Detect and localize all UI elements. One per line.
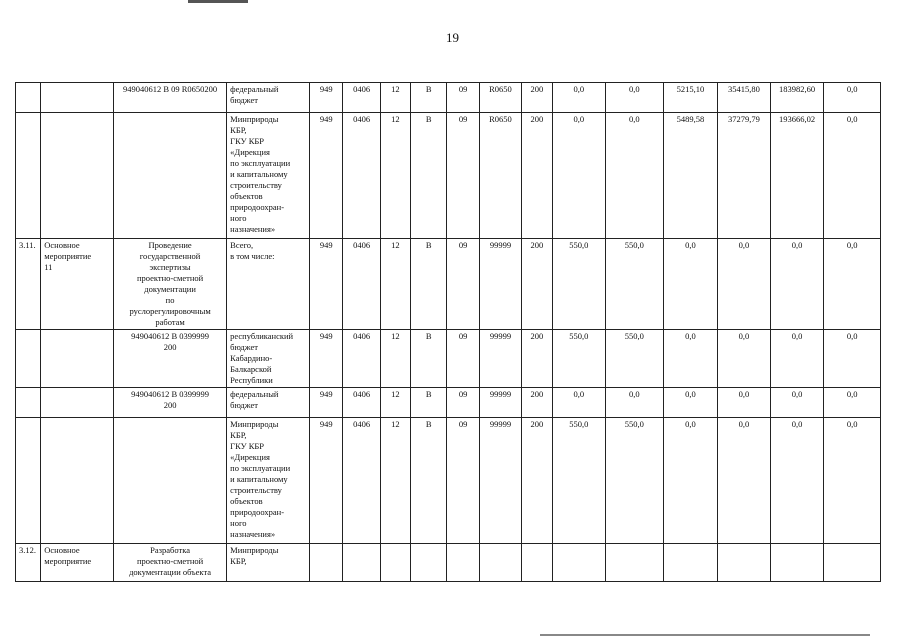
value-2022-cell: 5215,10: [663, 83, 718, 113]
table-row: [16, 418, 881, 544]
table-row: [16, 113, 881, 239]
grbs-cell: 949: [310, 239, 343, 330]
name-cell: Разработка проектно-сметной документации объекта: [114, 544, 227, 582]
scan-artifact-bottom: [540, 634, 870, 636]
pgp-cell: В: [411, 330, 447, 388]
source-cell: Всего, в том числе:: [227, 239, 310, 330]
source-cell: федеральный бюджет: [227, 83, 310, 113]
rzpr-cell: 0406: [343, 330, 380, 388]
grbs-cell: [310, 544, 343, 582]
type-cell: [41, 83, 114, 113]
grbs-cell: 949: [310, 113, 343, 239]
name-cell: 949040612 В 0399999 200: [114, 330, 227, 388]
om-cell: 09: [447, 239, 479, 330]
value-2025-cell: 0,0: [824, 330, 881, 388]
pgp-cell: В: [411, 239, 447, 330]
value-2021-cell: [606, 544, 664, 582]
value-2025-cell: [824, 544, 881, 582]
dir-cell: R0650: [479, 113, 521, 239]
value-2020-cell: 550,0: [552, 239, 606, 330]
value-2025-cell: 0,0: [824, 113, 881, 239]
value-2022-cell: 0,0: [663, 330, 718, 388]
number-cell: 3.11.: [16, 239, 41, 330]
rzpr-cell: 0406: [343, 388, 380, 418]
gp-cell: 12: [380, 113, 410, 239]
om-cell: 09: [447, 113, 479, 239]
value-2021-cell: 550,0: [606, 418, 664, 544]
value-2022-cell: 5489,58: [663, 113, 718, 239]
gp-cell: 12: [380, 83, 410, 113]
dir-cell: R0650: [479, 83, 521, 113]
vr-cell: 200: [522, 113, 552, 239]
value-2020-cell: 0,0: [552, 113, 606, 239]
source-cell: федеральный бюджет: [227, 388, 310, 418]
rzpr-cell: [343, 544, 380, 582]
number-cell: [16, 388, 41, 418]
vr-cell: [522, 544, 552, 582]
gp-cell: 12: [380, 418, 410, 544]
gp-cell: [380, 544, 410, 582]
vr-cell: 200: [522, 239, 552, 330]
value-2021-cell: 0,0: [606, 113, 664, 239]
table-body: [16, 83, 881, 582]
name-cell: 949040612 В 09 R0650200: [114, 83, 227, 113]
number-cell: [16, 330, 41, 388]
number-cell: [16, 83, 41, 113]
value-2023-cell: 35415,80: [718, 83, 771, 113]
name-cell: Проведение государственной экспертизы проектно-сметной документации по руслорегулировочным работам: [114, 239, 227, 330]
om-cell: [447, 544, 479, 582]
value-2020-cell: [552, 544, 606, 582]
value-2024-cell: 0,0: [770, 330, 824, 388]
rzpr-cell: 0406: [343, 83, 380, 113]
value-2024-cell: 193666,02: [770, 113, 824, 239]
gp-cell: 12: [380, 388, 410, 418]
value-2022-cell: 0,0: [663, 388, 718, 418]
rzpr-cell: 0406: [343, 418, 380, 544]
value-2020-cell: 0,0: [552, 83, 606, 113]
value-2024-cell: 183982,60: [770, 83, 824, 113]
value-2022-cell: [663, 544, 718, 582]
pgp-cell: В: [411, 388, 447, 418]
value-2024-cell: 0,0: [770, 388, 824, 418]
om-cell: 09: [447, 83, 479, 113]
vr-cell: 200: [522, 83, 552, 113]
value-2023-cell: 0,0: [718, 388, 771, 418]
value-2021-cell: 0,0: [606, 388, 664, 418]
value-2024-cell: 0,0: [770, 239, 824, 330]
table-row: [16, 239, 881, 330]
type-cell: [41, 113, 114, 239]
om-cell: 09: [447, 418, 479, 544]
type-cell: [41, 330, 114, 388]
value-2023-cell: 0,0: [718, 330, 771, 388]
dir-cell: [479, 544, 521, 582]
rzpr-cell: 0406: [343, 239, 380, 330]
page-number: 19: [446, 30, 459, 45]
gp-cell: 12: [380, 330, 410, 388]
pgp-cell: В: [411, 113, 447, 239]
value-2024-cell: [770, 544, 824, 582]
value-2020-cell: 550,0: [552, 418, 606, 544]
scan-artifact-top: [188, 0, 248, 3]
source-cell: Минприроды КБР, ГКУ КБР «Дирекция по эксплуатации и капитальному строительству объектов природоохран- ного назначения»: [227, 418, 310, 544]
dir-cell: 99999: [479, 388, 521, 418]
vr-cell: 200: [522, 330, 552, 388]
value-2025-cell: 0,0: [824, 388, 881, 418]
value-2023-cell: 37279,79: [718, 113, 771, 239]
vr-cell: 200: [522, 418, 552, 544]
dir-cell: 99999: [479, 418, 521, 544]
value-2022-cell: 0,0: [663, 239, 718, 330]
om-cell: 09: [447, 330, 479, 388]
source-cell: Минприроды КБР, ГКУ КБР «Дирекция по эксплуатации и капитальному строительству объектов природоохран- ного назначения»: [227, 113, 310, 239]
value-2023-cell: 0,0: [718, 418, 771, 544]
pgp-cell: В: [411, 418, 447, 544]
number-cell: [16, 113, 41, 239]
value-2025-cell: 0,0: [824, 418, 881, 544]
pgp-cell: [411, 544, 447, 582]
grbs-cell: 949: [310, 83, 343, 113]
name-cell: [114, 418, 227, 544]
grbs-cell: 949: [310, 388, 343, 418]
type-cell: Основное мероприятие 11: [41, 239, 114, 330]
source-cell: республиканский бюджет Кабардино- Балкарской Республики: [227, 330, 310, 388]
type-cell: [41, 388, 114, 418]
value-2021-cell: 550,0: [606, 330, 664, 388]
grbs-cell: 949: [310, 330, 343, 388]
source-cell: Минприроды КБР,: [227, 544, 310, 582]
om-cell: 09: [447, 388, 479, 418]
value-2025-cell: 0,0: [824, 239, 881, 330]
table-row: [16, 83, 881, 113]
grbs-cell: 949: [310, 418, 343, 544]
table-row: [16, 330, 881, 388]
number-cell: [16, 418, 41, 544]
name-cell: [114, 113, 227, 239]
gp-cell: 12: [380, 239, 410, 330]
value-2020-cell: 0,0: [552, 388, 606, 418]
name-cell: 949040612 В 0399999 200: [114, 388, 227, 418]
type-cell: Основное мероприятие: [41, 544, 114, 582]
value-2023-cell: 0,0: [718, 239, 771, 330]
type-cell: [41, 418, 114, 544]
budget-table: [15, 82, 881, 582]
value-2023-cell: [718, 544, 771, 582]
value-2021-cell: 550,0: [606, 239, 664, 330]
table-row: [16, 544, 881, 582]
vr-cell: 200: [522, 388, 552, 418]
table-row: [16, 388, 881, 418]
pgp-cell: В: [411, 83, 447, 113]
number-cell: 3.12.: [16, 544, 41, 582]
value-2021-cell: 0,0: [606, 83, 664, 113]
value-2024-cell: 0,0: [770, 418, 824, 544]
dir-cell: 99999: [479, 330, 521, 388]
value-2025-cell: 0,0: [824, 83, 881, 113]
value-2022-cell: 0,0: [663, 418, 718, 544]
dir-cell: 99999: [479, 239, 521, 330]
rzpr-cell: 0406: [343, 113, 380, 239]
value-2020-cell: 550,0: [552, 330, 606, 388]
